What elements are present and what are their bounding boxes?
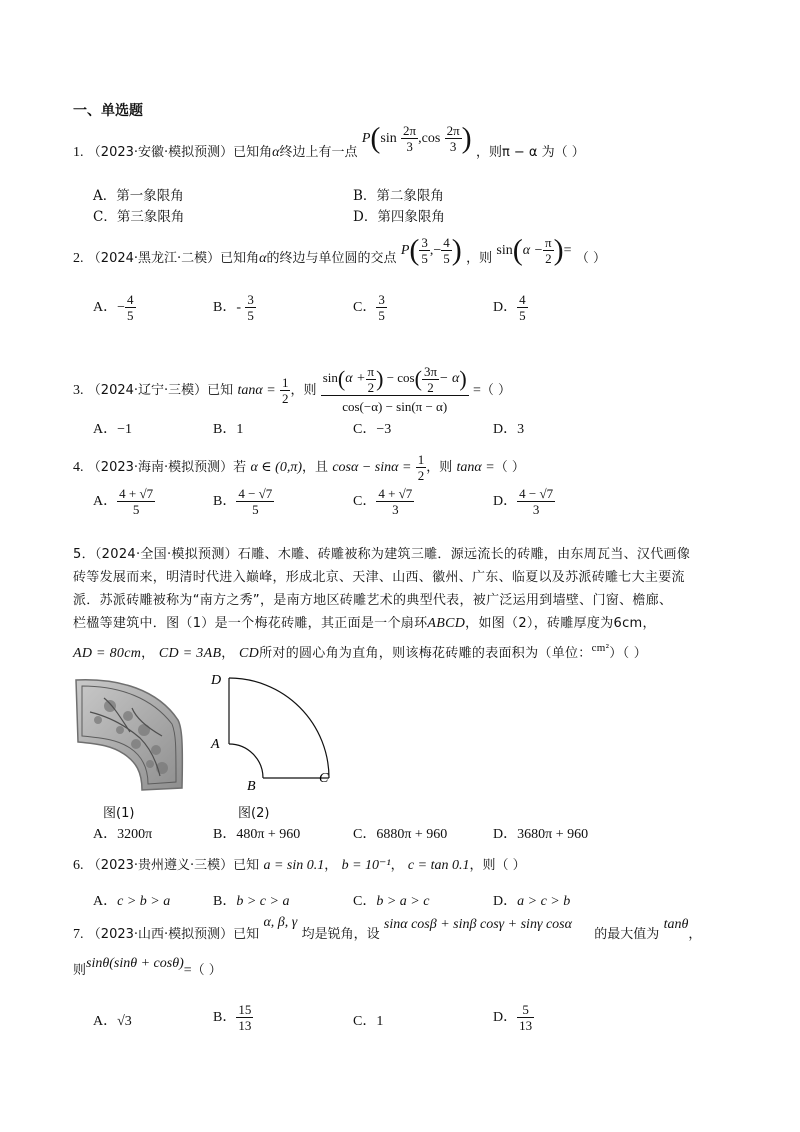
figure-1-caption: 图(1): [103, 806, 135, 821]
outer-arc: [229, 678, 329, 778]
q7-expr: sinα cosβ + sinβ cosγ + sinγ cosα: [383, 917, 572, 932]
q5-option-a[interactable]: A．3200π: [93, 827, 153, 842]
sector-ring-diagram: [205, 670, 335, 792]
q4-and: ，且: [302, 460, 329, 475]
label-b: B: [247, 779, 256, 792]
q6-source: （2023·贵州遵义·三模）已知: [87, 858, 260, 873]
q7-option-c[interactable]: C．1: [353, 1014, 384, 1029]
q1-number: 1.: [73, 145, 84, 160]
q7-number: 7.: [73, 927, 84, 942]
q3-option-c[interactable]: C．−3: [353, 422, 392, 437]
q6-a: a = sin 0.1: [263, 858, 325, 873]
q7-option-a[interactable]: A．√3: [93, 1014, 132, 1029]
q2-then: ，则: [466, 251, 493, 266]
q5-cd3ab: CD = 3AB: [158, 646, 222, 661]
q4-cond: α ∈ (0,π): [250, 460, 303, 475]
q5-abcd: ABCD: [427, 616, 466, 631]
label-c: C: [319, 771, 329, 786]
q2-eq: =: [563, 243, 572, 258]
q6-tail: ，则（ ）: [469, 858, 526, 873]
q5-line-5: AD = 80cm， CD = 3AB， CD所对的圆心角为直角，则该梅花砖雕的表面积为（单位：$^{cm^2}$）（ ）: [73, 642, 648, 661]
q2-option-c[interactable]: C． $\frac{3}{5}$: [353, 292, 385, 323]
q4-option-a[interactable]: A． $\frac{4 + √7}{5}$: [93, 486, 154, 517]
q7-option-d[interactable]: D． $\frac{5}{13}$: [493, 1002, 533, 1033]
q7-expr2: sinθ(sinθ + cosθ): [86, 956, 184, 971]
q7-then: 则: [73, 963, 87, 978]
q1-option-d[interactable]: D．第四象限角: [353, 209, 445, 225]
question-2: 2. （2024·黑龙江·二模）已知角α的终边与单位圆的交点 P( $\frac{3}{5}$ ,− $\frac{4}{5}$ ) ，则 sin(α − $\frac{\pi}{2}$ )= （ ）: [73, 233, 606, 267]
q5-cd: CD: [239, 646, 260, 661]
q3-tail: （ ）: [480, 382, 511, 398]
q3-main-frac: sin(α + $\frac{\pi}{2}$ ) − cos( $\frac{3\pi}{2}$ − α) cos(−α) − sin(π − α): [322, 363, 467, 414]
q7-tan: tanθ: [663, 917, 689, 932]
question-4: [73, 452, 525, 483]
q2-frac-2: $\frac{4}{5}$: [443, 235, 450, 266]
brick-carving-image: [70, 672, 186, 794]
q2-number: 2.: [73, 251, 84, 266]
q2-option-d[interactable]: D． $\frac{4}{5}$: [493, 292, 526, 323]
inner-arc: [229, 744, 263, 778]
q2-frac-3: $\frac{\pi}{2}$: [545, 235, 552, 266]
q4-then: ，则: [426, 460, 453, 475]
question-6: 6. （2023·贵州遵义·三模）已知 a = sin 0.1， b = 10⁻¹， c = tan 0.1，则（ ）: [73, 858, 526, 873]
q1-option-a[interactable]: A．第一象限角: [93, 188, 184, 204]
q3-tan: tanα =: [237, 382, 276, 398]
q6-b: b = 10⁻¹: [341, 858, 391, 873]
question-1: 1. （2023·安徽·模拟预测）已知角α终边上有一点 P(sin $\frac{2\pi}{3}$ ,cos $\frac{2\pi}{3}$ ) ，则π − α 为（ ）: [73, 121, 585, 160]
question-7: 7. （2023·山西·模拟预测）已知 α, β, γ 均是锐角，设 sinα cosβ + sinβ cosγ + sinγ cosα 的最大值为 tanθ，: [73, 915, 702, 942]
q2-text: 的终边与单位圆的交点: [266, 251, 397, 266]
q1-source: （2023·安徽·模拟预测）已知角: [87, 145, 273, 160]
q7-max: 的最大值为: [594, 927, 660, 942]
q1-text: 终边上有一点: [279, 145, 358, 160]
q2-alpha: α: [259, 251, 267, 266]
q5-option-c[interactable]: C．6880π + 960: [353, 827, 448, 842]
q3-frac-tan: $\frac{1}{2}$: [281, 374, 289, 406]
q1-sin: sin: [380, 131, 397, 146]
q4-option-b[interactable]: B． $\frac{4 - √7}{5}$: [213, 486, 273, 517]
q2-sin: sin: [496, 243, 513, 258]
q7-source: （2023·山西·模拟预测）已知: [87, 927, 260, 942]
q2-option-b[interactable]: B．- $\frac{3}{5}$: [213, 292, 254, 323]
label-a: A: [211, 737, 220, 752]
q2-point: P: [400, 243, 410, 258]
q1-alpha: α: [272, 145, 280, 160]
section-title: 一、单选题: [73, 103, 143, 119]
q3-option-b[interactable]: B．1: [213, 422, 244, 437]
q4-frac: $\frac{1}{2}$: [417, 452, 425, 483]
q5-line-4: 栏楹等建筑中．图（1）是一个梅花砖雕，其正面是一个扇环ABCD，如图（2），砖雕厚度为6cm，: [73, 616, 656, 631]
q7-tail: （ ）: [191, 963, 222, 978]
q6-option-c[interactable]: C．b > a > c: [353, 894, 430, 909]
q1-tail: ，则π − α 为（ ）: [475, 145, 585, 160]
q4-option-c[interactable]: C． $\frac{4 + √7}{3}$: [353, 486, 413, 517]
label-d: D: [211, 673, 222, 688]
q2-option-a[interactable]: A．− $\frac{4}{5}$: [93, 292, 134, 323]
q4-option-d[interactable]: D． $\frac{4 - √7}{3}$: [493, 486, 554, 517]
q5-line-2: 砖等发展而来，明清时代进入巅峰，形成北京、天津、山西、徽州、广东、临夏以及苏派砖雕七大主要流: [73, 570, 685, 585]
q1-option-b[interactable]: B．第二象限角: [353, 188, 444, 204]
q6-c: c = tan 0.1: [407, 858, 470, 873]
q7-vars: α, β, γ: [263, 915, 298, 930]
q6-option-b[interactable]: B．b > c > a: [213, 894, 290, 909]
q5-line-1: 5．（2024·全国·模拟预测）石雕、木雕、砖雕被称为建筑三雕．源远流长的砖雕，由东周瓦当、汉代画像: [73, 547, 691, 562]
q5-unit: cm²: [591, 642, 610, 654]
question-3: [73, 363, 511, 418]
q6-option-a[interactable]: A．c > b > a: [93, 894, 171, 909]
q5-line-3: 派．苏派砖雕被称为“南方之秀”，是南方地区砖雕艺术的典型代表，被广泛运用到墙壁、门窗、檐廊、: [73, 593, 673, 608]
q4-tan: tanα =: [456, 460, 495, 475]
q6-number: 6.: [73, 858, 84, 873]
q3-source: （2024·辽宁·三模）已知: [87, 382, 234, 398]
figure-2-caption: 图(2): [238, 806, 270, 821]
q2-tail: （ ）: [575, 251, 606, 266]
q1-frac-2: $\frac{2\pi}{3}$: [446, 123, 460, 154]
q7-acute: 均是锐角，设: [301, 927, 380, 942]
q5-option-d[interactable]: D．3680π + 960: [493, 827, 589, 842]
q7-option-b[interactable]: B． $\frac{15}{13}$: [213, 1002, 252, 1033]
q4-source: （2023·海南·模拟预测）若: [87, 460, 247, 475]
q4-expr: cosα − sinα =: [332, 460, 412, 475]
q2-source: （2024·黑龙江·二模）已知角: [87, 251, 260, 266]
q4-tail: （ ）: [494, 460, 525, 475]
q1-frac-1: $\frac{2\pi}{3}$: [403, 123, 417, 154]
q1-point: P: [361, 131, 371, 146]
q3-then: ，则: [290, 382, 317, 398]
q3-option-a[interactable]: A．−1: [93, 422, 133, 437]
q4-number: 4.: [73, 460, 84, 475]
q2-frac-1: $\frac{3}{5}$: [421, 235, 428, 266]
q5-option-b[interactable]: B．480π + 960: [213, 827, 301, 842]
q1-option-c[interactable]: C．第三象限角: [93, 209, 185, 225]
q6-option-d[interactable]: D．a > c > b: [493, 894, 571, 909]
q2-sep: ,−: [429, 243, 442, 258]
q3-number: 3.: [73, 382, 84, 398]
q3-option-d[interactable]: D．3: [493, 422, 525, 437]
q2-inner: α −: [522, 243, 544, 258]
question-7-cont: 则sinθ(sinθ + cosθ)=（ ）: [73, 956, 222, 978]
q3-eq: =: [472, 382, 481, 398]
q5-ad: AD = 80cm: [73, 646, 142, 661]
q1-cos: ,cos: [418, 131, 441, 146]
